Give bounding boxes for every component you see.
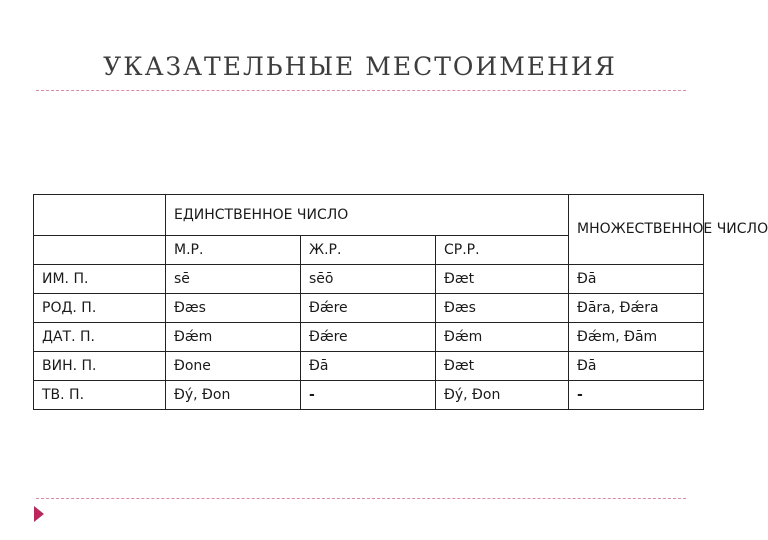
gender-neuter: СР.Р.: [436, 236, 569, 265]
plural-cell: Ðā: [569, 352, 704, 381]
bottom-divider: [36, 498, 686, 499]
neuter-cell: Ðæt: [436, 352, 569, 381]
table-row: [34, 381, 704, 410]
case-label: ВИН. П.: [34, 352, 166, 381]
case-label: ТВ. П.: [34, 381, 166, 410]
gender-feminine: Ж.Р.: [301, 236, 436, 265]
table-row: [34, 323, 704, 352]
table-row: [34, 352, 704, 381]
table-header-row: [34, 195, 704, 236]
pronoun-table: [33, 194, 768, 410]
masculine-cell: Ðone: [166, 352, 301, 381]
top-divider: [36, 90, 686, 91]
table-row: [34, 265, 704, 294]
neuter-cell: Ðæs: [436, 294, 569, 323]
feminine-cell: Ðā: [301, 352, 436, 381]
plural-cell: Ðāra, Ðǽra: [569, 294, 704, 323]
neuter-cell: Ðæt: [436, 265, 569, 294]
masculine-cell: sē: [166, 265, 301, 294]
plural-cell: Ðā: [569, 265, 704, 294]
feminine-cell: -: [301, 381, 436, 410]
plural-cell: Ðǽm, Ðām: [569, 323, 704, 352]
singular-header: ЕДИНСТВЕННОЕ ЧИСЛО: [166, 195, 569, 236]
neuter-cell: Ðǽm: [436, 323, 569, 352]
table-row: [34, 294, 704, 323]
gender-masculine: М.Р.: [166, 236, 301, 265]
feminine-cell: Ðǽre: [301, 323, 436, 352]
masculine-cell: Ðý, Ðon: [166, 381, 301, 410]
case-label: ИМ. П.: [34, 265, 166, 294]
plural-header: МНОЖЕСТВЕННОЕ ЧИСЛО: [569, 195, 704, 265]
corner-cell: [34, 195, 166, 236]
plural-cell: -: [569, 381, 704, 410]
masculine-cell: Ðæs: [166, 294, 301, 323]
gender-corner-cell: [34, 236, 166, 265]
slide-title: УКАЗАТЕЛЬНЫЕ МЕСТОИМЕНИЯ: [103, 52, 617, 81]
feminine-cell: Ðǽre: [301, 294, 436, 323]
masculine-cell: Ðǽm: [166, 323, 301, 352]
triangle-arrow-icon: [34, 506, 44, 522]
case-label: РОД. П.: [34, 294, 166, 323]
feminine-cell: sēō: [301, 265, 436, 294]
case-label: ДАТ. П.: [34, 323, 166, 352]
neuter-cell: Ðý, Ðon: [436, 381, 569, 410]
